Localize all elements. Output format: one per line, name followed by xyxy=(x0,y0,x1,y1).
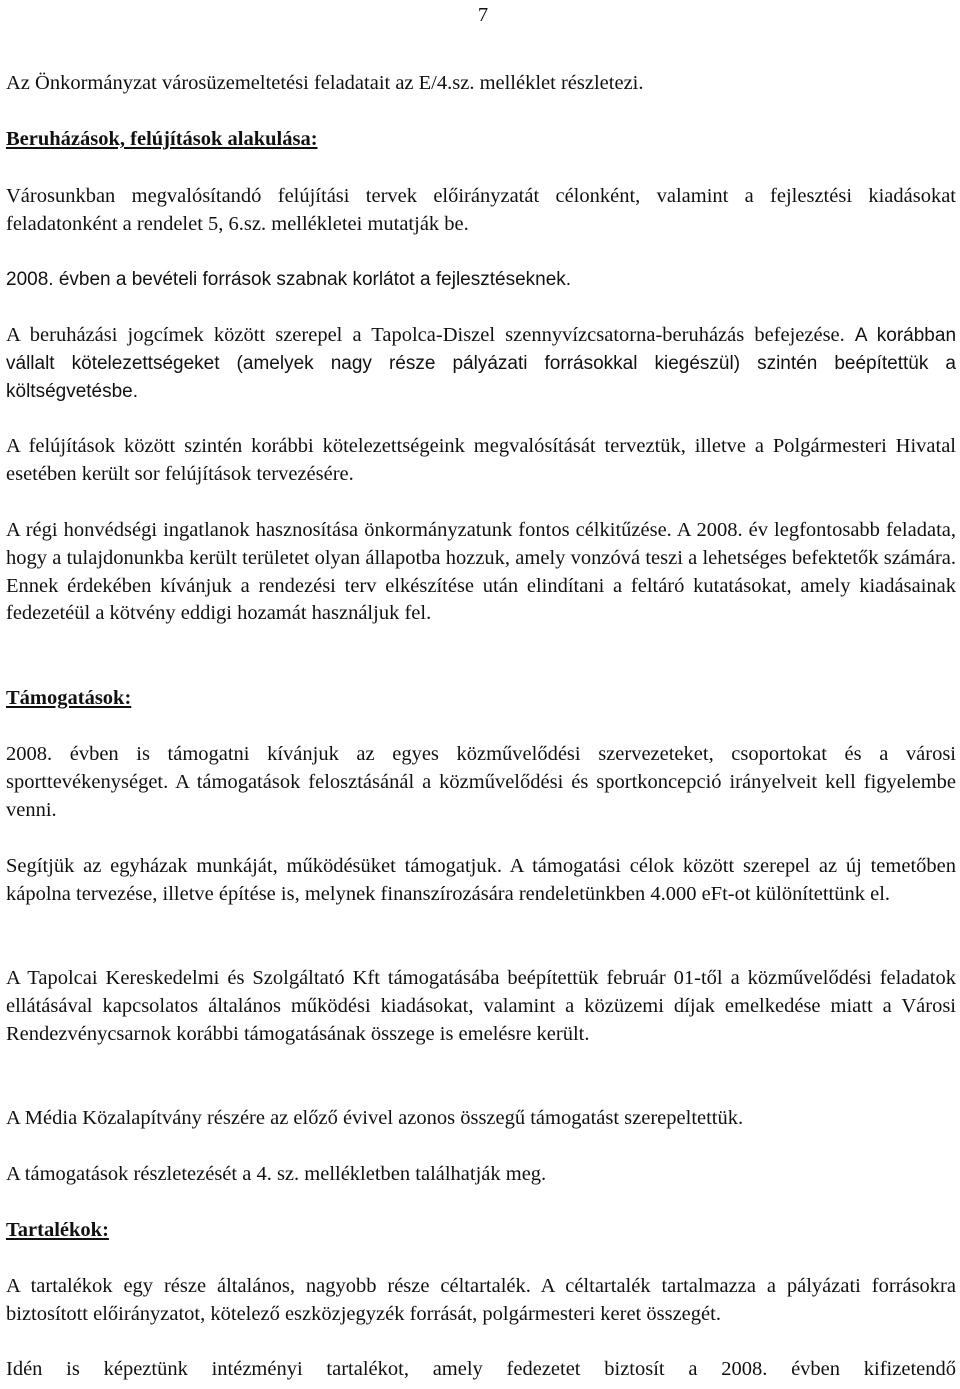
heading-tartalekok: Tartalékok: xyxy=(6,1219,109,1241)
paragraph-egyhazak: Segítjük az egyházak munkáját, működésüket támogatjuk. A támogatási célok között szerepel az új temetőben kápolna tervezése, illetve építése is, melynek finanszírozására rendeletünkben 4.000 eFt-ot különítettünk el. xyxy=(6,855,956,905)
paragraph-beruhazasi-sans: A korábban vállalt kötelezettségeket (amelyek nagy része pályázati forrásokkal kiegészül) szintén beépítettük a költségvetésbe. xyxy=(6,325,957,402)
paragraph-intro: Az Önkormányzat városüzemeltetési feladatait az E/4.sz. melléklet részletezi. xyxy=(6,72,644,94)
heading-beruhazasok: Beruházások, felújítások alakulása: xyxy=(6,128,318,150)
paragraph-tamogatasok-2008: 2008. évben is támogatni kívánjuk az egyes közművelődési szervezeteket, csoportokat és a városi sporttevékenységet. A támogatások felosztásánál a közművelődési és sportkoncepció irányelveit kell figyelembe venni. xyxy=(6,743,956,821)
paragraph-2008-forrasok: 2008. évben a bevételi források szabnak korlátot a fejlesztéseknek. xyxy=(6,269,572,290)
paragraph-reszletezes: A támogatások részletezését a 4. sz. mellékletben találhatják meg. xyxy=(6,1163,547,1185)
paragraph-varosunkban: Városunkban megvalósítandó felújítási tervek előirányzatát célonként, valamint a fejlesztési kiadásokat feladatonként a rendelet 5, 6.sz. mellékletei mutatják be. xyxy=(6,185,956,235)
paragraph-honvedsegi: A régi honvédségi ingatlanok hasznosítása önkormányzatunk fontos célkitűzése. A 2008. év legfontosabb feladata, hogy a tulajdonunkba került területet olyan állapotba hozzuk, amely vonzóvá teszi a lehetséges befektetők számára. Ennek érdekében kívánjuk a rendezési terv elkészítése után elindítani a feltáró kutatásokat, amely kiadásainak fedezetéül a kötvény eddigi hozamát használjuk fel. xyxy=(6,519,956,625)
paragraph-felujitasok: A felújítások között szintén korábbi kötelezettségeink megvalósítását terveztük, illetve a Polgármesteri Hivatal esetében került sor felújítások tervezésére. xyxy=(6,435,956,485)
paragraph-tartalekok: A tartalékok egy része általános, nagyobb része céltartalék. A céltartalék tartalmazza a pályázati forrásokra biztosított előirányzatot, kötelező eszközjegyzék forrását, polgármesteri keret összegét. xyxy=(6,1275,956,1325)
page-number: 7 xyxy=(477,4,489,26)
paragraph-media: A Média Közalapítvány részére az előző évivel azonos összegű támogatást szerepeltettük. xyxy=(6,1107,744,1129)
paragraph-tapolcai-kft: A Tapolcai Kereskedelmi és Szolgáltató Kft támogatásába beépítettük február 01-től a közművelődési feladatok ellátásával kapcsolatos általános működési kiadásokat, valamint a közüzemi díjak emelkedése miatt a Városi Rendezvénycsarnok korábbi támogatásának összege is emelésre került. xyxy=(6,967,956,1045)
paragraph-beruhazasi-jogcimek xyxy=(6,322,956,405)
heading-tamogatasok: Támogatások: xyxy=(6,687,132,709)
paragraph-beruhazasi-serif: A beruházási jogcímek között szerepel a Tapolca-Diszel szennyvízcsatorna-beruházás befejezése. xyxy=(6,324,845,346)
paragraph-iden: Idén is képeztünk intézményi tartalékot, amely fedezetet biztosít a 2008. évben kifizetendő xyxy=(6,1358,956,1380)
